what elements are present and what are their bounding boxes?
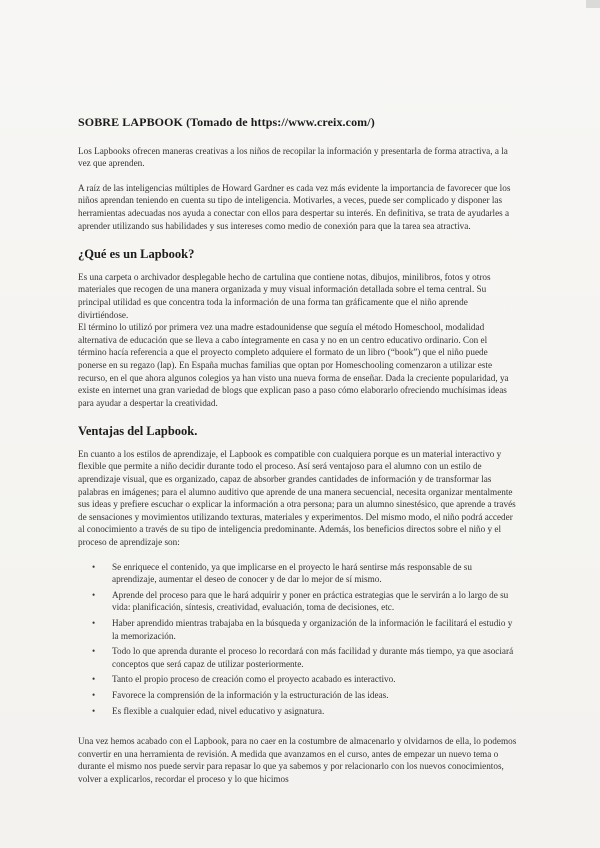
list-item: • Todo lo que aprenda durante el proceso lo recordará con más facilidad y durante más tiempo, ya que asociará conceptos que será capaz de utilizar posteriormente.	[92, 646, 514, 669]
bullet-icon: •	[92, 705, 96, 716]
what-is-paragraph-2: El término lo utilizó por primera vez una madre estadounidense que seguía el método Homeschool, modalidad alternativa de educación que se lleva a cabo íntegramente en casa y no en un centro educativo ordinario. Con el término hacía referencia a que el proyecto completo adquiere el formato de un libro (“book”) que el niño puede ponerse en su regazo (lap). En España muchas familias que optan por Homeschooling comenzaron a utilizar este recurso, en el que ahora algunos colegios ya han visto una nueva forma de enseñar. Dada la creciente popularidad, ya existe en internet una gran variedad de blogs que explican paso a paso cómo elaborarlo ofreciendo muchísimas ideas para ayudar a despertar la creatividad.	[78, 322, 509, 408]
intro-paragraph-1: Los Lapbooks ofrecen maneras creativas a los niños de recopilar la información y presentarla de forma atractiva, a la vez que aprenden.	[78, 145, 508, 169]
bullet-icon: •	[92, 689, 96, 700]
bullet-icon: •	[92, 646, 96, 657]
benefits-list	[78, 561, 518, 718]
bullet-icon: •	[92, 589, 96, 600]
closing-paragraph: Una vez hemos acabado con el Lapbook, para no caer en la costumbre de almacenarlo y olvidarnos de ella, lo podemos convertir en una herramienta de revisión. A medida que avanzamos en el curso, antes de empezar un nuevo tema o durante el mismo nos puede servir para repasar lo que ya sabemos y por relacionarlo con los nuevos conocimientos, volver a explicarlos, recordar el proceso y lo que hicimos	[78, 736, 517, 784]
what-is-paragraph-1: Es una carpeta o archivador desplegable hecho de cartulina que contiene notas, dibujos, minilibros, fotos y otros materiales que recogen de una manera organizada y muy visual información detallada sobre el tema central. Su principal utilidad es que concentra toda la información de una forma tan gráficamente que el niño aprende divirtiéndose.	[78, 271, 491, 320]
intro-paragraph-2: A raíz de las inteligencias múltiples de Howard Gardner es cada vez más evidente la importancia de favorecer que los niños aprendan teniendo en cuenta su tipo de inteligencia. Motivarles, a veces, puede ser complicado y disponer las herramientas adecuadas nos ayuda a conectar con ellos para despertar su interés. En definitiva, se trata de ayudarles a aprender utilizando sus habilidades y sus intereses como medio de conexión para que la tarea sea atractiva.	[78, 182, 511, 231]
section-heading-what-is: ¿Qué es un Lapbook?	[78, 247, 195, 262]
list-item: • Tanto el propio proceso de creación como el proyecto acabado es interactivo.	[92, 674, 396, 685]
document-body	[78, 116, 518, 798]
list-item: • Haber aprendido mientras trabajaba en la búsqueda y organización de la información le facilitará el estudio y la memorización.	[92, 618, 513, 641]
bullet-icon: •	[92, 618, 96, 628]
list-item: • Aprende del proceso para que le hará adquirir y poner en práctica estrategias que le servirán a lo largo de su vida: planificación, síntesis, creatividad, evaluación, toma de decisiones, etc.	[92, 589, 509, 613]
advantages-paragraph: En cuanto a los estilos de aprendizaje, el Lapbook es compatible con cualquiera porque es un material interactivo y flexible que permite a niño decidir durante todo el proceso. Así será ventajoso para el alumno con un estilo de aprendizaje visual, que es organizado, capaz de absorber grandes cantidades de información y de transformar las palabras en imágenes; para el alumno auditivo que aprende de una manera secuencial, necesita organizar mentalmente sus ideas y prefiere escuchar o explicar la información a otra persona; para un alumno sinestésico, que aprende a través de sensaciones y movimientos utilizando texturas, materiales y experimentos. Del mismo modo, el niño podrá acceder al conocimiento a través de su tipo de inteligencia predominante. Además, los beneficios directos sobre el niño y el proceso de aprendizaje son:	[78, 448, 516, 548]
section-heading-advantages: Ventajas del Lapbook.	[78, 424, 198, 439]
scan-edge-mark	[586, 0, 600, 8]
bullet-icon: •	[92, 674, 96, 685]
list-item: • Es flexible a cualquier edad, nivel educativo y asignatura.	[92, 705, 325, 716]
bullet-icon: •	[92, 561, 96, 572]
document-title: SOBRE LAPBOOK (Tomado de https://www.creix.com/)	[78, 115, 375, 129]
list-item: • Favorece la comprensión de la información y la estructuración de las ideas.	[92, 689, 389, 700]
list-item: • Se enriquece el contenido, ya que implicarse en el proyecto le hará sentirse más responsable de su aprendizaje, aumentar el deseo de conocer y de dar lo mejor de sí mismo.	[92, 561, 472, 585]
